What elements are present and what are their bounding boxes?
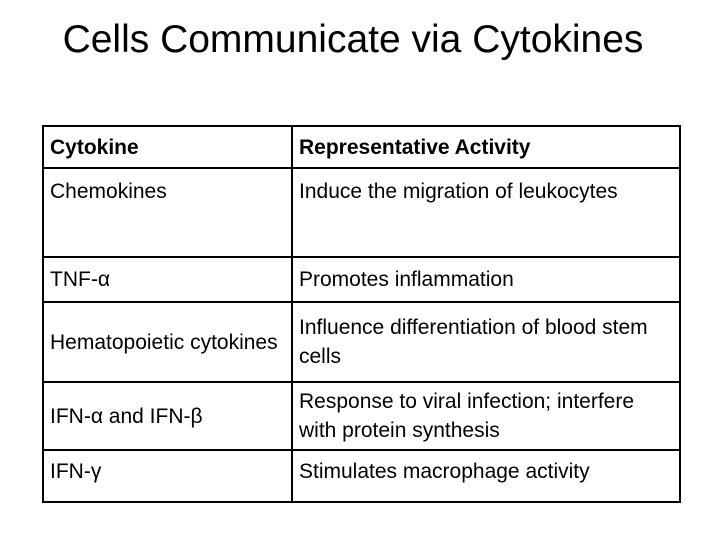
table-header-row: [43, 126, 680, 168]
table-row: [43, 257, 680, 302]
table-row: [43, 302, 680, 382]
activity-cell: Induce the migration of leukocytes: [292, 168, 680, 257]
cytokine-cell: IFN-γ: [43, 450, 292, 502]
table-row: [43, 450, 680, 502]
table-row: [43, 168, 680, 257]
cytokine-table: [42, 125, 681, 503]
slide-title: Cells Communicate via Cytokines: [62, 18, 644, 61]
activity-cell: Stimulates macrophage activity: [292, 450, 680, 502]
table-row: [43, 382, 680, 450]
header-activity: Representative Activity: [292, 126, 680, 168]
cytokine-cell: IFN-α and IFN-β: [43, 382, 292, 450]
activity-cell: Influence differentiation of blood stem cells: [292, 302, 680, 382]
cytokine-cell: Chemokines: [43, 168, 292, 257]
cytokine-cell: TNF-α: [43, 257, 292, 302]
cytokine-cell: Hematopoietic cytokines: [43, 302, 292, 382]
activity-cell: Response to viral infection; interfere with protein synthesis: [292, 382, 680, 450]
header-cytokine: Cytokine: [43, 126, 292, 168]
activity-cell: Promotes inflammation: [292, 257, 680, 302]
